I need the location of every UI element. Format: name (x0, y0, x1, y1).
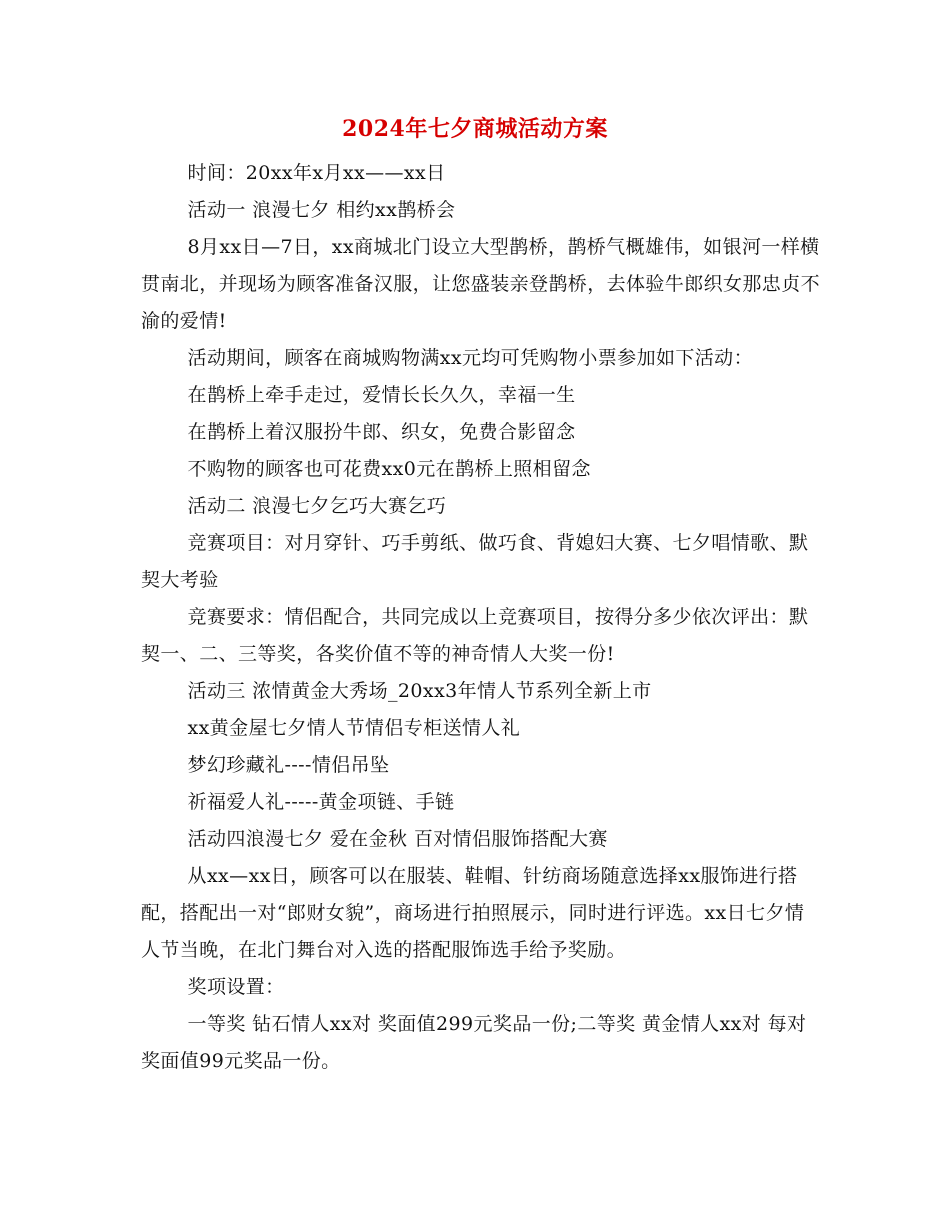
paragraph-awards-detail: 一等奖 钻石情人xx对 奖面值299元奖品一份;二等奖 黄金情人xx对 每对奖面值99元奖品一份。 (141, 1013, 807, 1072)
paragraph-non-shopper-photo: 不购物的顾客也可花费xx0元在鹊桥上照相留念 (187, 458, 591, 480)
paragraph-activity-period: 活动期间，顾客在商城购物满xx元均可凭购物小票参加如下活动： (187, 347, 753, 369)
document-title: 2024年七夕商城活动方案 (342, 116, 608, 142)
paragraph-time: 时间：20xx年x月xx——xx日 (187, 162, 446, 184)
paragraph-bridge-photo: 在鹊桥上着汉服扮牛郎、织女，免费合影留念 (187, 421, 576, 443)
paragraph-activity-four-description: 从xx—xx日，顾客可以在服装、鞋帽、针纺商场随意选择xx服饰进行搭配，搭配出一对“郎财女貌”，商场进行拍照展示，同时进行评选。xx日七夕情人节当晚，在北门舞台对入选的搭配服饰选手给予奖励。 (141, 865, 805, 961)
paragraph-competition-items: 竞赛项目：对月穿针、巧手剪纸、做巧食、背媳妇大赛、七夕唱情歌、默契大考验 (141, 532, 809, 591)
paragraph-activity-four-heading: 活动四浪漫七夕 爱在金秋 百对情侣服饰搭配大赛 (187, 828, 608, 850)
paragraph-activity-two-heading: 活动二 浪漫七夕乞巧大赛乞巧 (187, 495, 447, 517)
paragraph-competition-requirements: 竞赛要求：情侣配合，共同完成以上竞赛项目，按得分多少依次评出：默契一、二、三等奖，各奖价值不等的神奇情人大奖一份! (141, 606, 809, 665)
paragraph-bridge-walk: 在鹊桥上牵手走过，爱情长长久久，幸福一生 (187, 384, 576, 406)
paragraph-activity-three-heading: 活动三 浓情黄金大秀场_20xx3年情人节系列全新上市 (187, 680, 652, 702)
paragraph-awards-heading: 奖项设置： (187, 976, 285, 998)
paragraph-dream-gift: 梦幻珍藏礼----情侣吊坠 (187, 754, 390, 776)
document-body (141, 155, 821, 1080)
paragraph-gold-counter: xx黄金屋七夕情人节情侣专柜送情人礼 (187, 717, 521, 739)
paragraph-activity-one-description: 8月xx日—7日，xx商城北门设立大型鹊桥，鹊桥气概雄伟，如银河一样横贯南北，并现场为顾客准备汉服，让您盛装亲登鹊桥，去体验牛郎织女那忠贞不渝的爱情! (141, 236, 821, 332)
paragraph-activity-one-heading: 活动一 浪漫七夕 相约xx鹊桥会 (187, 199, 456, 221)
paragraph-blessing-gift: 祈福爱人礼-----黄金项链、手链 (187, 791, 455, 813)
